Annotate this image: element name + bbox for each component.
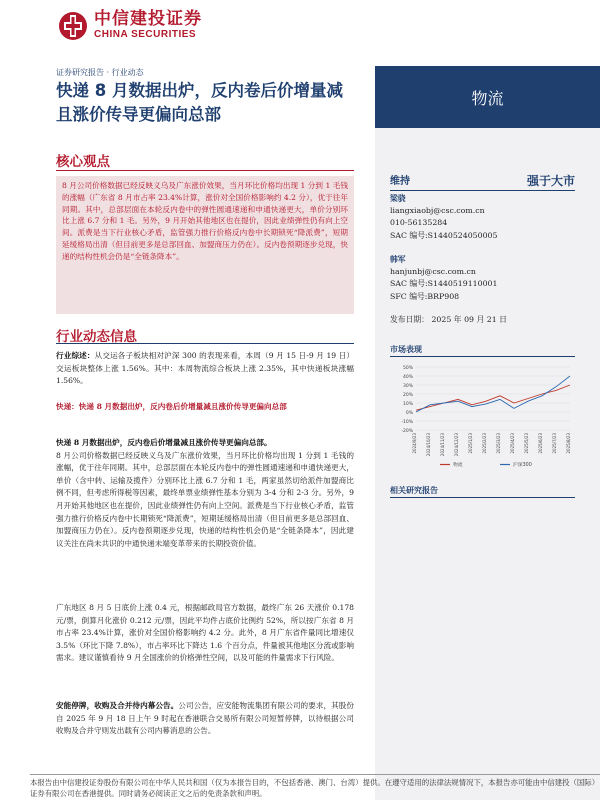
analyst-sfc: SFC 编号:BRP908 (390, 291, 460, 301)
paragraph-text: 公司公告，应安能物流集团有限公司的要求，其股份自 2025 年 9 月 18 日上午 9 时起在香港联合交易所有限公司短暂停牌，以待根据公司收购及合并守则发出载有公司内幕消息的公告。 (56, 701, 355, 736)
core-text: 8 月公司价格数据已经反映义乌及广东涨价效果，当月环比价格均出现 1 分到 1 毛钱的涨幅（广东省 8 月市占率 23.4%计算，涨价对全国价格影响约 4.2 分），优于往年同期。其中，总部层面在本轮反内卷中的弹性圆通速递和申通快递更大，单价分别环比上涨 6.7 分和 1 毛。另外，9 月开始其他地区也在提价，因此业绩弹性仍有向上空间。派费是当下行业核心矛盾，监管强力推行价格反内卷中长期锁死“降派费”，短期延缓格局出清（但目前更多是总部回血、加盟商压力仍在）。反内卷预期逐步兑现，快递的结构性机会仍是“全链条降本”。 (56, 176, 354, 314)
industry-heading: 行业动态信息 (56, 329, 137, 345)
analyst-sac: SAC 编号:S1440524050005 (390, 230, 498, 240)
report-series: 证券研究报告 · 行业动态 (56, 68, 144, 77)
core-heading: 核心观点 (56, 154, 110, 170)
related-reports-heading: 相关研究报告 (390, 486, 438, 495)
y-tick-label: 0% (405, 411, 413, 416)
publish-date (390, 314, 507, 325)
core-divider (56, 170, 354, 171)
analyst-name: 梁骁 (390, 194, 406, 203)
x-tick-label: 2024/11/23 (440, 433, 445, 457)
y-tick-label: 20% (402, 393, 413, 398)
series-line (416, 385, 570, 410)
rating-label: 维持 (390, 176, 410, 187)
analyst-1 (390, 193, 575, 242)
x-tick-label: 2024/9/23 (412, 433, 417, 454)
x-tick-label: 2025/5/23 (524, 433, 529, 454)
paragraph-express-detail (56, 437, 354, 550)
footer-divider (30, 774, 600, 775)
market-heading: 市场表现 (390, 345, 422, 354)
x-tick-label: 2025/2/23 (482, 433, 487, 454)
legend-label: 沪深300 (513, 463, 532, 468)
x-tick-label: 2025/1/23 (468, 433, 473, 454)
publish-date-value: 2025 年 09 月 21 日 (431, 315, 507, 324)
footer-disclaimer: 本报告由中信建投证券股份有限公司在中华人民共和国（仅为本报告目的，不包括香港、澳门、台湾）提供。在遵守适用的法律法规情况下，本报告亦可能由中信建投（国际）证券有限公司在香港提供。同时请务必阅读正文之后的免责条款和声明。 (30, 778, 600, 798)
paragraph-guangdong: 广东地区 8 月 5 日底价上涨 0.4 元，根据邮政局官方数据，最终广东 26 天涨价 0.178 元/票，倒算月化涨价 0.212 元/票，因此平均件占底价比例约 52%，所以按广东省 8 月市占率 23.4%计算，涨价对全国价格影响约 4.2 分。此外，8 月广东省件量同比增速仅 3.5%（环比下降 7.8%），市占率环比下降达 1.6 个百分点，件量被其他地区分流或影响需求。建议谨慎看待 9 月全国涨价的价格弹性空间，以及可能的件量需求下行风险。 (56, 603, 354, 663)
paragraph-aneng (56, 700, 354, 738)
analyst-name: 韩军 (390, 255, 406, 264)
x-tick-label: 2025/7/23 (552, 433, 557, 454)
industry-banner: 物流 (375, 66, 600, 128)
industry-divider (56, 343, 354, 344)
company-logo (58, 10, 202, 41)
analyst-2 (390, 254, 575, 303)
report-title: 快递 8 月数据出炉，反内卷后价增量减且涨价传导更偏向总部 (56, 81, 343, 124)
logo-mark-icon (58, 11, 88, 41)
paragraph-lead: 行业综述： (56, 351, 95, 360)
market-divider (390, 356, 575, 357)
logo-english: CHINA SECURITIES (94, 29, 197, 40)
publish-date-label: 发布日期： (390, 315, 429, 324)
paragraph-overview (56, 350, 354, 388)
y-tick-label: -20% (401, 429, 413, 434)
paragraph-text: 8 月公司价格数据已经反映义乌及广东涨价效果，当月环比价格均出现 1 分到 1 毛钱的涨幅，优于往年同期。其中，总部层面在本轮反内卷中的弹性圆通速递和申通快递更大，单价（含中转、运输及揽件）分别环比上涨 6.7 分和 1 毛，两家虽然切给派件加盟商比例不同，但考虑所得税等因素，最终单票业绩弹性基本分别为 3-4 分和 2-3 分。另外，9 月开始其他地区也在提价，因此业绩弹性仍有向上空间。派费是当下行业核心矛盾，监管强力推行价格反内卷中长期锁死“降派费”，短期延缓格局出清（但目前更多是总部回血、加盟商压力仍在）。反内卷预期逐步兑现，快递的结构性机会仍是“全链条降本”，因此建议关注在尚未共识的中通快递未端变革带来的长期投资价值。 (56, 450, 354, 548)
x-tick-label: 2025/3/23 (496, 433, 501, 454)
analyst-email[interactable]: hanjunbj@csc.com.cn (390, 267, 476, 277)
x-tick-label: 2024/12/23 (454, 433, 459, 457)
analyst-email[interactable]: liangxiaobj@csc.com.cn (390, 206, 485, 216)
rating-row (390, 172, 575, 189)
legend-label: 物流 (453, 463, 463, 468)
y-tick-label: 40% (402, 375, 413, 380)
market-performance-chart (390, 362, 575, 472)
x-tick-label: 2025/8/23 (566, 433, 571, 454)
rating-divider (390, 190, 575, 191)
y-tick-label: 10% (402, 402, 413, 407)
related-divider (390, 497, 575, 498)
logo-chinese: 中信建投证券 (94, 9, 202, 29)
paragraph-text: 从交运各子板块相对沪深 300 的表现来看，本周（9 月 15 日-9 月 19 日）交运板块整体上涨 1.56%。其中：本周物流综合板块上涨 2.35%，其中快递板块涨幅 1.56%。 (56, 351, 355, 386)
y-tick-label: 30% (402, 384, 413, 389)
rating-value: 强于大市 (526, 174, 575, 188)
paragraph-express-highlight: 快递：快递 8 月数据出炉，反内卷后价增量减且涨价传导更偏向总部 (56, 402, 287, 411)
x-tick-label: 2024/10/23 (426, 433, 431, 457)
y-tick-label: -10% (401, 420, 413, 425)
y-tick-label: 50% (402, 366, 413, 371)
analyst-sac: SAC 编号:S1440519110001 (390, 279, 498, 289)
paragraph-lead: 快递 8 月数据出炉，反内卷后价增量减且涨价传导更偏向总部。 (56, 438, 272, 447)
paragraph-lead: 安能停牌，收购及合并待内幕公告。 (56, 701, 179, 710)
x-tick-label: 2025/4/23 (510, 433, 515, 454)
x-tick-label: 2025/6/23 (538, 433, 543, 454)
analyst-phone: 010-56135284 (390, 218, 448, 228)
